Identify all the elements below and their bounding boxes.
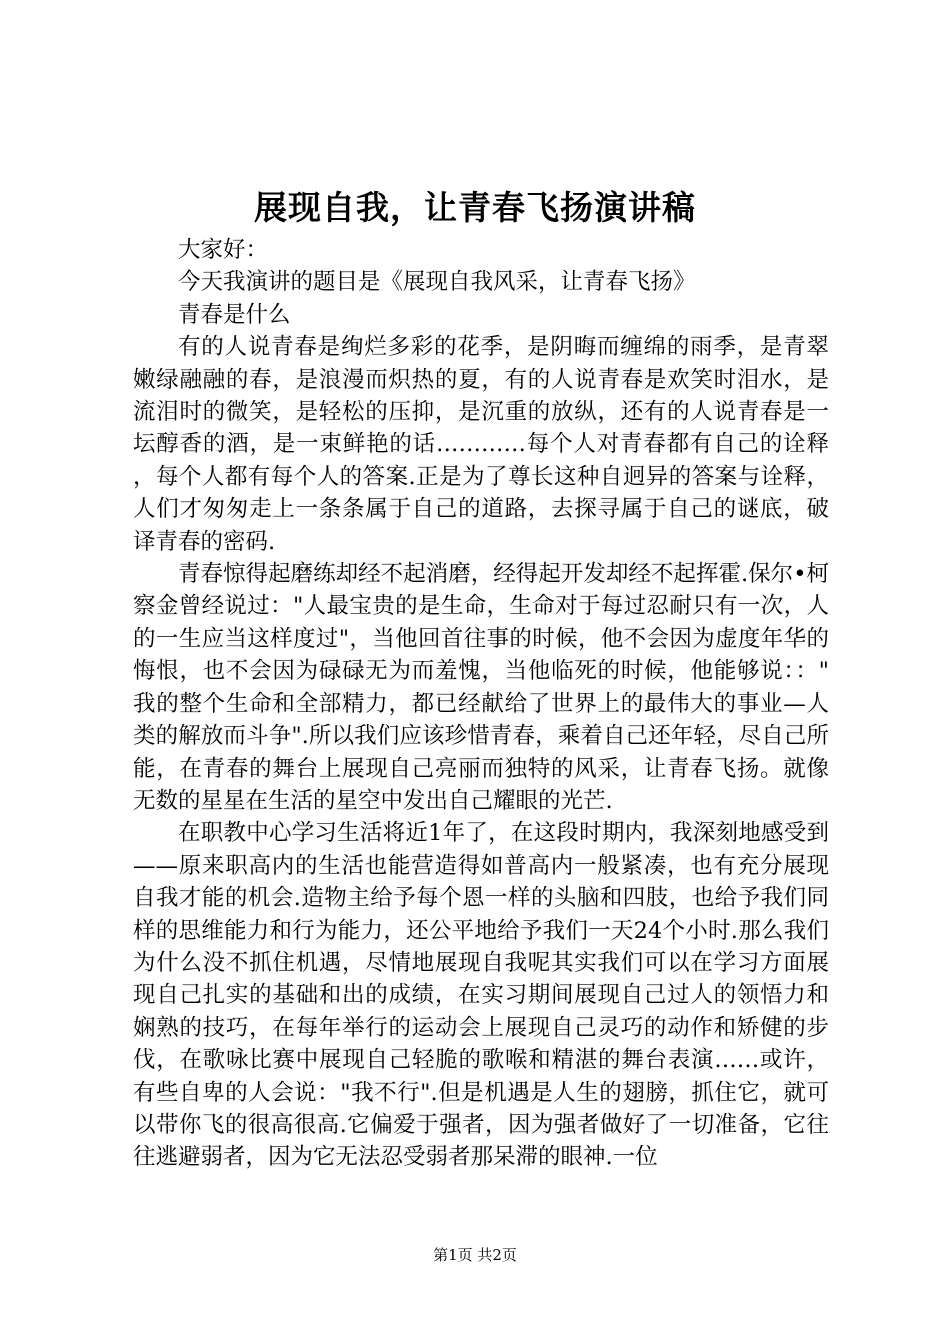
page-number-footer: 第1页 共2页 <box>433 1246 517 1264</box>
paragraph-body: 青春惊得起磨练却经不起消磨，经得起开发却经不起挥霍.保尔•柯察金曾经说过："人最宝贵的是生命，生命对于每过忍耐只有一次，人的一生应当这样度过"，当他回首往事的时候，他不会因为虚度年华的悔恨，也不会因为碌碌无为而羞愧，当他临死的时候，他能够说：："我的整个生命和全部精力，都已经献给了世界上的最伟大的事业—人类的解放而斗争".所以我们应该珍惜青春，乘着自己还年轻，尽自己所能，在青春的舞台上展现自己亮丽而独特的风采，让青春飞扬。就像无数的星星在生活的星空中发出自己耀眼的光芒. <box>133 561 829 814</box>
paragraph-topic: 今天我演讲的题目是《展现自我风采，让青春飞扬》 <box>178 269 696 296</box>
paragraph-body: 有的人说青春是绚烂多彩的花季，是阴晦而缠绵的雨季，是青翠嫩绿融融的春，是浪漫而炽热的夏，有的人说青春是欢笑时泪水，是流泪时的微笑，是轻松的压抑，是沉重的放纵，还有的人说青春是一坛醇香的酒，是一束鲜艳的话…………每个人对青春都有自己的诠释，每个人都有每个人的答案.正是为了尊长这种自迥异的答案与诠释，人们才匆匆走上一条条属于自己的道路，去探寻属于自己的谜底，破译青春的密码. <box>133 334 829 555</box>
paragraph-greeting: 大家好： <box>178 237 269 263</box>
paragraph-body: 在职教中心学习生活将近1年了，在这段时期内，我深刻地感受到——原来职高内的生活也能营造得如普高内一般紧凑，也有充分展现自我才能的机会.造物主给予每个恩一样的头脑和四肢，也给予我们同样的思维能力和行为能力，还公平地给予我们一天24个小时.那么我们为什么没不抓住机遇，尽情地展现自我呢其实我们可以在学习方面展现自己扎实的基础和出的成绩，在实习期间展现自己过人的领悟力和娴熟的技巧，在每年举行的运动会上展现自己灵巧的动作和矫健的步伐，在歌咏比赛中展现自己轻脆的歌喉和精湛的舞台表演……或许，有些自卑的人会说："我不行".但是机遇是人生的翅膀，抓住它，就可以带你飞的很高很高.它偏爱于强者，因为强者做好了一切准备，它往往逃避弱者，因为它无法忍受弱者那呆滞的眼神.一位 <box>133 820 829 1171</box>
paragraph-question: 青春是什么 <box>178 301 291 328</box>
document-title: 展现自我，让青春飞扬演讲稿 <box>254 188 696 227</box>
document-body <box>133 234 829 1174</box>
